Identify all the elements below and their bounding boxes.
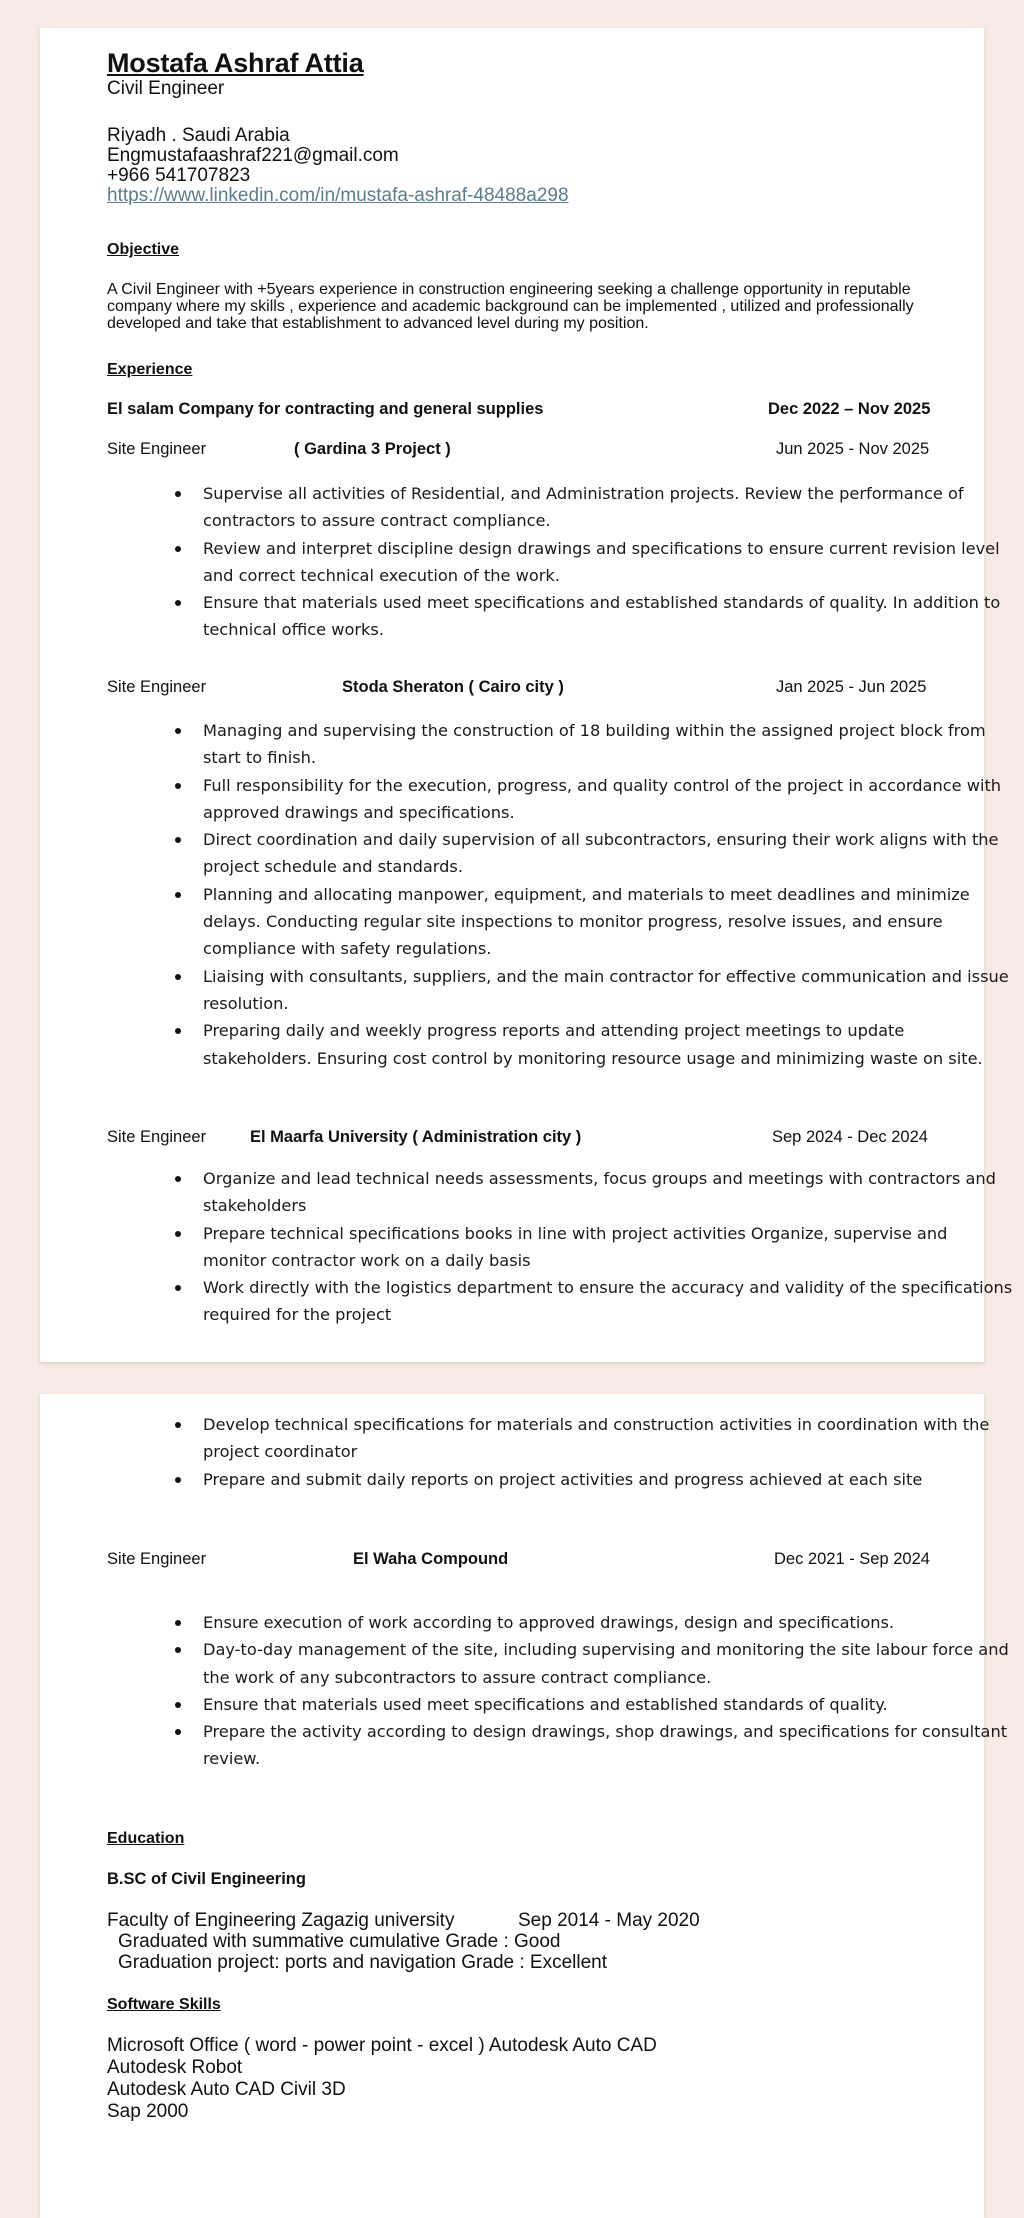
- candidate-email[interactable]: Engmustafaashraf221@gmail.com: [107, 145, 399, 166]
- candidate-location: Riyadh . Saudi Arabia: [107, 125, 290, 146]
- list-item: Work directly with the logistics department to ensure the accuracy and validity of the specifications required for the project: [163, 1274, 1015, 1329]
- job-role: Site Engineer: [107, 678, 207, 696]
- experience-heading: Experience: [107, 361, 193, 378]
- list-item: Sap 2000: [107, 2101, 189, 2122]
- job-bullets: [163, 1609, 1015, 1773]
- job-bullets: [163, 480, 1015, 644]
- job-bullets: [163, 717, 1015, 1072]
- job-project: El Waha Compound: [353, 1550, 509, 1568]
- education-dates: Sep 2014 - May 2020: [518, 1910, 700, 1931]
- candidate-name: Mostafa Ashraf Attia: [107, 48, 364, 78]
- list-item: Ensure that materials used meet specifications and established standards of quality.: [163, 1691, 1015, 1718]
- resume-page-2: [40, 1394, 1009, 2218]
- job-role: Site Engineer: [107, 1128, 207, 1146]
- job-bullets: [163, 1165, 1015, 1329]
- company-name: El salam Company for contracting and general supplies: [107, 400, 544, 418]
- skills-heading: Software Skills: [107, 1996, 221, 2013]
- job-dates: Dec 2021 - Sep 2024: [774, 1550, 930, 1568]
- resume-page-1: [40, 28, 1013, 1362]
- list-item: Day-to-day management of the site, including supervising and monitoring the site labour force and the work of any subcontractors to assure contract compliance.: [163, 1636, 1015, 1691]
- job-project: El Maarfa University ( Administration city ): [250, 1128, 582, 1146]
- list-item: Preparing daily and weekly progress reports and attending project meetings to update stakeholders. Ensuring cost control by monitoring resource usage and minimizing waste on site.: [163, 1017, 1015, 1072]
- list-item: Develop technical specifications for materials and construction activities in coordination with the project coordinator: [163, 1411, 1015, 1466]
- list-item: Direct coordination and daily supervision of all subcontractors, ensuring their work aligns with the project schedule and standards.: [163, 826, 1015, 881]
- list-item: Ensure execution of work according to approved drawings, design and specifications.: [163, 1609, 1015, 1636]
- list-item: Review and interpret discipline design drawings and specifications to ensure current revision level and correct technical execution of the work.: [163, 535, 1015, 590]
- list-item: Managing and supervising the construction of 18 building within the assigned project block from start to finish.: [163, 717, 1015, 772]
- list-item: Liaising with consultants, suppliers, and the main contractor for effective communication and issue resolution.: [163, 963, 1015, 1018]
- job-dates: Jun 2025 - Nov 2025: [776, 440, 930, 458]
- job-dates: Jan 2025 - Jun 2025: [776, 678, 927, 696]
- job-project: ( Gardina 3 Project ): [294, 440, 451, 458]
- job-role: Site Engineer: [107, 440, 207, 458]
- objective-text: A Civil Engineer with +5years experience in construction engineering seeking a challenge opportunity in reputable company where my skills , experience and academic background can be implemented , utilized and professionally developed and take that establishment to advanced level during my position.: [107, 281, 914, 332]
- list-item: Autodesk Auto CAD Civil 3D: [107, 2079, 346, 2100]
- faculty: Faculty of Engineering Zagazig university: [107, 1910, 455, 1931]
- list-item: Full responsibility for the execution, progress, and quality control of the project in accordance with approved drawings and specifications.: [163, 772, 1015, 827]
- skills-list: [107, 2035, 657, 2123]
- candidate-title: Civil Engineer: [107, 78, 225, 99]
- list-item: Prepare technical specifications books in line with project activities Organize, supervise and monitor contractor work on a daily basis: [163, 1220, 1015, 1275]
- job-role: Site Engineer: [107, 1550, 207, 1568]
- list-item: Planning and allocating manpower, equipment, and materials to meet deadlines and minimize delays. Conducting regular site inspections to monitor progress, resolve issues, and ensure compliance with safety regulations.: [163, 881, 1015, 963]
- graduation-project: Graduation project: ports and navigation Grade : Excellent: [118, 1952, 608, 1973]
- job-dates: Sep 2024 - Dec 2024: [772, 1128, 928, 1146]
- job-project: Stoda Sheraton ( Cairo city ): [342, 678, 564, 696]
- list-item: Microsoft Office ( word - power point - excel ) Autodesk Auto CAD: [107, 2035, 657, 2056]
- linkedin-link[interactable]: https://www.linkedin.com/in/mustafa-ashraf-48488a298: [107, 185, 569, 206]
- job-bullets-continued: [163, 1411, 1015, 1493]
- list-item: Ensure that materials used meet specifications and established standards of quality. In addition to technical office works.: [163, 589, 1015, 644]
- education-heading: Education: [107, 1830, 185, 1847]
- objective-heading: Objective: [107, 241, 180, 258]
- list-item: Organize and lead technical needs assessments, focus groups and meetings with contractors and stakeholders: [163, 1165, 1015, 1220]
- candidate-phone: +966 541707823: [107, 165, 251, 186]
- list-item: Supervise all activities of Residential, and Administration projects. Review the performance of contractors to assure contract compliance.: [163, 480, 1015, 535]
- list-item: Autodesk Robot: [107, 2057, 243, 2078]
- education-grade: Graduated with summative cumulative Grade : Good: [118, 1931, 561, 1952]
- company-dates: Dec 2022 – Nov 2025: [768, 400, 931, 418]
- list-item: Prepare and submit daily reports on project activities and progress achieved at each site: [163, 1466, 1015, 1493]
- list-item: Prepare the activity according to design drawings, shop drawings, and specifications for consultant review.: [163, 1718, 1015, 1773]
- degree: B.SC of Civil Engineering: [107, 1870, 306, 1888]
